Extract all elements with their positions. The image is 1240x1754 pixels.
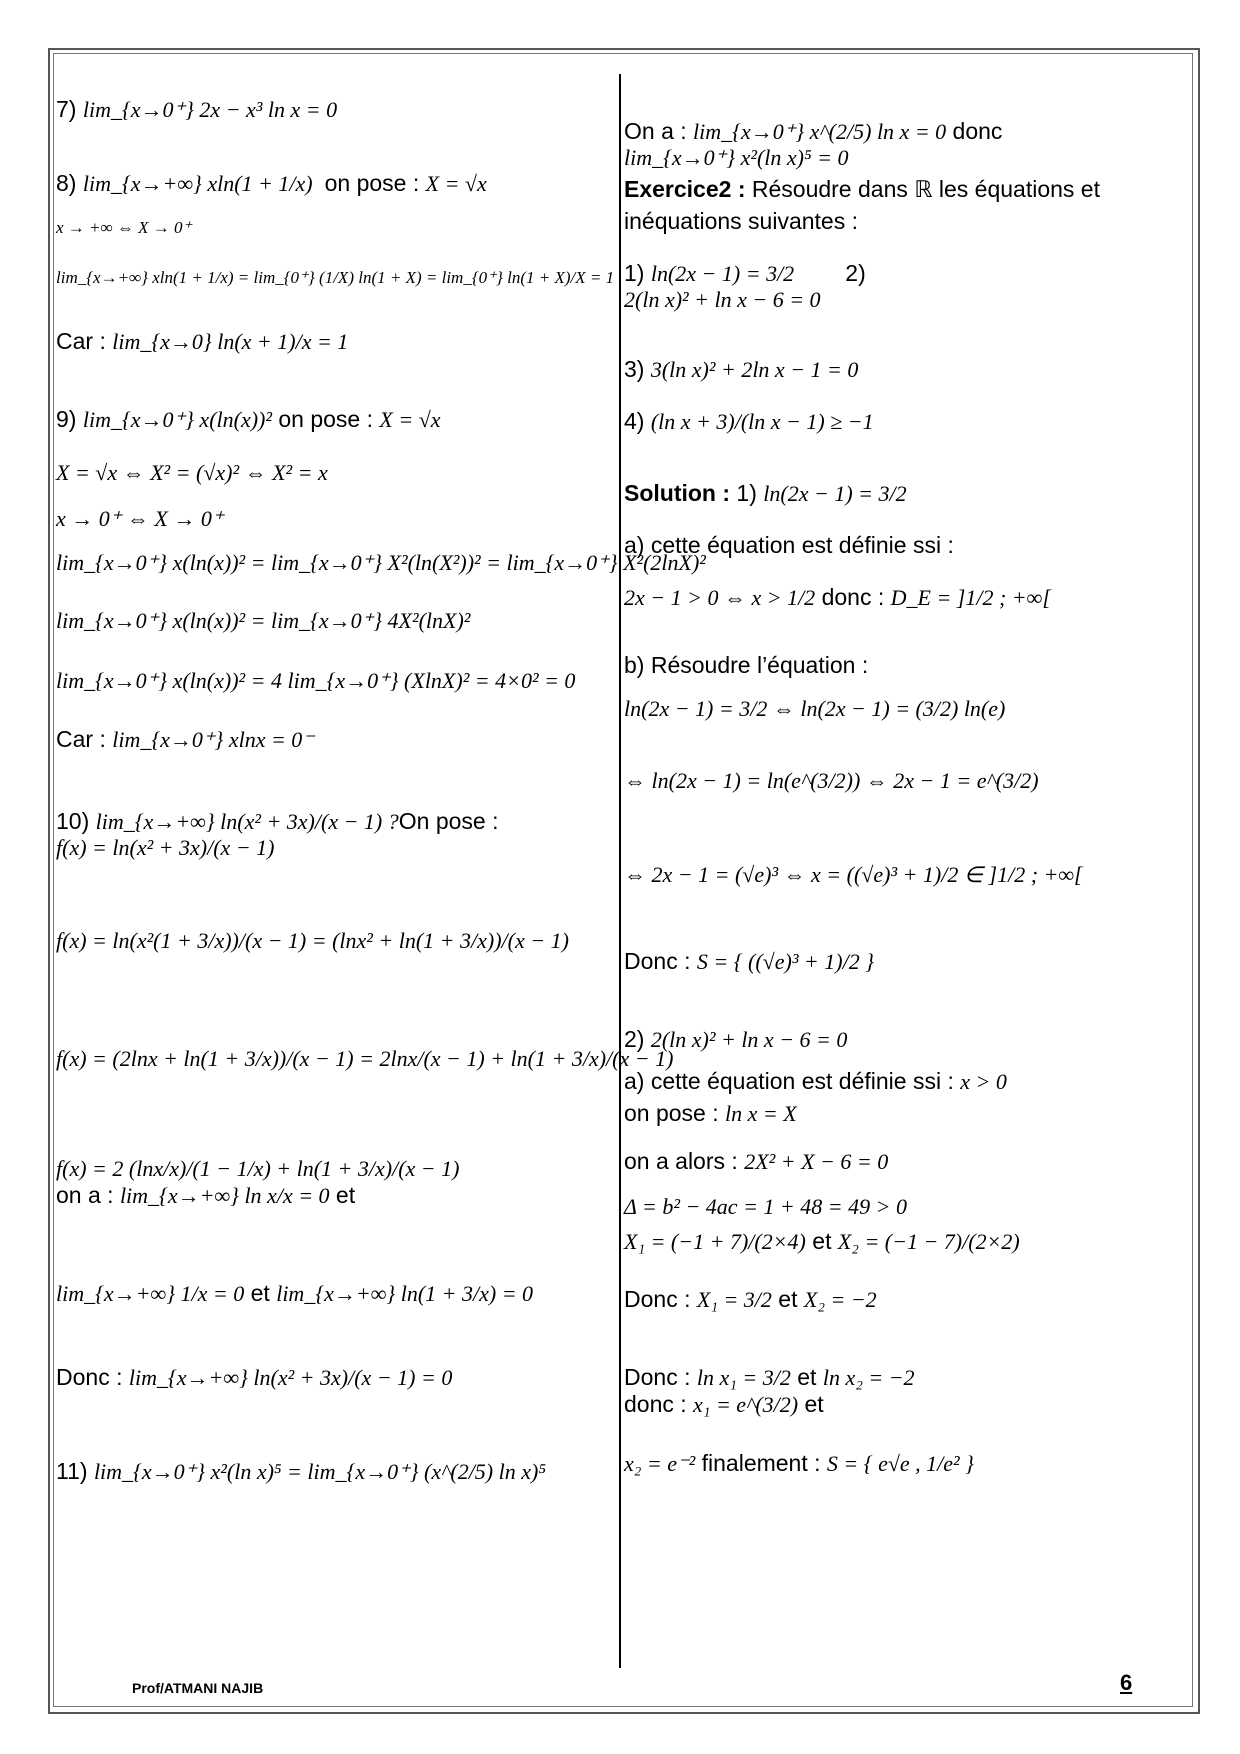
solution-heading: Solution : 1) ln(2x − 1) = 3/2	[624, 480, 907, 506]
item-9-step-e: lim_{x→0⁺} x(ln(x))² = 4 lim_{x→0⁺} (XlnX)² = 4×0² = 0	[56, 668, 576, 693]
exercise-2-q1-q2: 1) ln(2x − 1) = 3/2 2) 2(ln x)² + ln x − 6 = 0	[624, 260, 873, 312]
footer-author: Prof/ATMANI NAJIB	[132, 1680, 264, 1696]
item-9-step-b: x → 0⁺ ⇔ X → 0⁺	[56, 506, 224, 531]
solution-1-b: b) Résoudre l’équation :	[624, 652, 869, 678]
solution-1-a: a) cette équation est définie ssi :	[624, 532, 954, 558]
item-8: 8) lim_{x→+∞} xln(1 + 1/x) on pose : X = √x	[56, 170, 487, 196]
item-8-step-c: Car : lim_{x→0} ln(x + 1)/x = 1	[56, 328, 349, 354]
exercise-2-heading-cont: inéquations suivantes :	[624, 208, 858, 234]
item-10: 10) lim_{x→+∞} ln(x² + 3x)/(x − 1) ?On pose : f(x) = ln(x² + 3x)/(x − 1)	[56, 808, 499, 860]
item-10-conclusion: Donc : lim_{x→+∞} ln(x² + 3x)/(x − 1) = 0	[56, 1364, 453, 1390]
item-9-step-c: lim_{x→0⁺} x(ln(x))² = lim_{x→0⁺} X²(ln(X²))² = lim_{x→0⁺} X²(2lnX)²	[56, 550, 706, 575]
item-10-step-b: f(x) = (2lnx + ln(1 + 3/x))/(x − 1) = 2lnx/(x − 1) + ln(1 + 3/x)/(x − 1)	[56, 1046, 674, 1071]
solution-2-roots-values: Donc : X₁ = 3/2 et X₂ = −2	[624, 1286, 877, 1312]
solution-1-step-1: ln(2x − 1) = 3/2 ⇔ ln(2x − 1) = (3/2) ln(e)	[624, 696, 1006, 721]
item-11-conclusion: On a : lim_{x→0⁺} x^(2/5) ln x = 0 donc lim_{x→0⁺} x²(ln x)⁵ = 0	[624, 118, 1003, 170]
item-8-step-a: x → +∞ ⇔ X → 0⁺	[56, 218, 192, 237]
solution-2-heading: 2) 2(ln x)² + ln x − 6 = 0	[624, 1026, 848, 1052]
exercise-2-heading: Exercice2 : Résoudre dans ℝ les équations et	[624, 176, 1100, 202]
item-9-step-a: X = √x ⇔ X² = (√x)² ⇔ X² = x	[56, 460, 328, 485]
column-divider	[619, 74, 621, 1668]
solution-1-step-3: ⇔ 2x − 1 = (√e)³ ⇔ x = ((√e)³ + 1)/2 ∈ ]1/2 ; +∞[	[624, 862, 1083, 887]
solution-2-final: x₂ = e⁻² finalement : S = { e√e , 1/e² }	[624, 1450, 974, 1476]
solution-1-domain: 2x − 1 > 0 ⇔ x > 1/2 donc : D_E = ]1/2 ; +∞[	[624, 584, 1051, 610]
solution-2-roots: X₁ = (−1 + 7)/(2×4) et X₂ = (−1 − 7)/(2×2)	[624, 1228, 1020, 1254]
item-7: 7) lim_{x→0⁺} 2x − x³ ln x = 0	[56, 96, 338, 122]
solution-1-step-2: ⇔ ln(2x − 1) = ln(e^(3/2)) ⇔ 2x − 1 = e^(3/2)	[624, 768, 1039, 793]
solution-1-result: Donc : S = { ((√e)³ + 1)/2 }	[624, 948, 875, 974]
page-number: 6	[1120, 1670, 1133, 1695]
item-10-step-a: f(x) = ln(x²(1 + 3/x))/(x − 1) = (lnx² + ln(1 + 3/x))/(x − 1)	[56, 928, 569, 953]
item-9: 9) lim_{x→0⁺} x(ln(x))² on pose : X = √x	[56, 406, 441, 432]
solution-2-discriminant: Δ = b² − 4ac = 1 + 48 = 49 > 0	[624, 1194, 907, 1219]
solution-2-back-substitution: Donc : ln x₁ = 3/2 et ln x₂ = −2 donc : x₁ = e^(3/2) et	[624, 1364, 915, 1417]
solution-2-substitution: on pose : ln x = X	[624, 1100, 797, 1126]
exercise-2-q3: 3) 3(ln x)² + 2ln x − 1 = 0	[624, 356, 859, 382]
item-9-step-d: lim_{x→0⁺} x(ln(x))² = lim_{x→0⁺} 4X²(lnX)²	[56, 608, 471, 633]
item-11: 11) lim_{x→0⁺} x²(ln x)⁵ = lim_{x→0⁺} (x^(2/5) ln x)⁵	[56, 1458, 546, 1484]
item-9-step-f: Car : lim_{x→0⁺} xlnx = 0⁻	[56, 726, 314, 752]
item-10-step-d: lim_{x→+∞} 1/x = 0 et lim_{x→+∞} ln(1 + 3/x) = 0	[56, 1280, 534, 1306]
item-8-step-b: lim_{x→+∞} xln(1 + 1/x) = lim_{0⁺} (1/X) ln(1 + X) = lim_{0⁺} ln(1 + X)/X = 1	[56, 268, 615, 287]
item-10-step-c: f(x) = 2 (lnx/x)/(1 − 1/x) + ln(1 + 3/x)/(x − 1) on a : lim_{x→+∞} ln x/x = 0 et	[56, 1156, 460, 1208]
solution-2-quadratic: on a alors : 2X² + X − 6 = 0	[624, 1148, 889, 1174]
solution-2-a: a) cette équation est définie ssi : x > 0	[624, 1068, 1007, 1094]
exercise-2-q4: 4) (ln x + 3)/(ln x − 1) ≥ −1	[624, 408, 874, 434]
